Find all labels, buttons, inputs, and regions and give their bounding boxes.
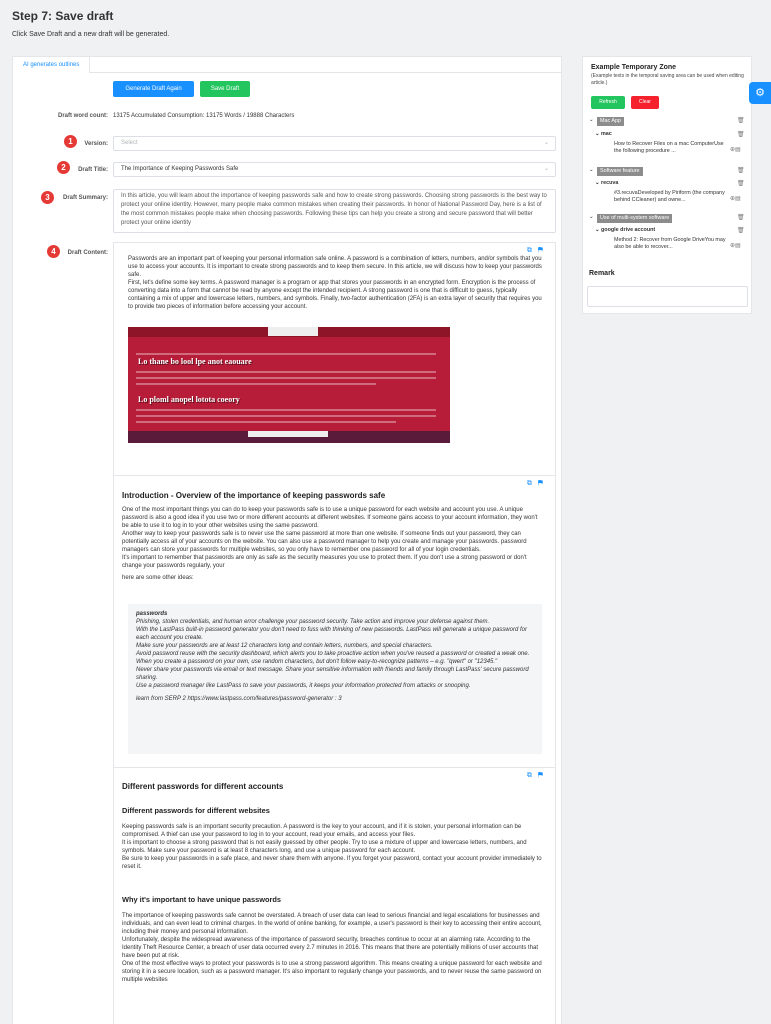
bookmark-icon[interactable]: ⚑ — [537, 772, 549, 779]
bookmark-icon[interactable]: ⚑ — [537, 247, 549, 254]
group-tag[interactable]: Mac App — [597, 117, 624, 126]
title-select[interactable] — [113, 162, 556, 177]
title-value: The Importance of Keeping Passwords Safe — [121, 166, 239, 172]
trash-icon[interactable]: 🗑 — [737, 118, 745, 124]
quote-line: Make sure your passwords are at least 12 characters long and contain letters, numbers, and special characters. — [136, 643, 433, 649]
content-block-1 — [114, 243, 555, 476]
group-child[interactable]: ⌄ google drive account — [595, 227, 656, 233]
draft-content[interactable] — [113, 242, 556, 1024]
clear-button[interactable]: Clear — [631, 96, 659, 109]
quote-title: passwords — [136, 611, 168, 617]
remark-label: Remark — [589, 270, 615, 277]
marker-1: 1 — [64, 135, 77, 148]
subsection-heading: Why it's important to have unique passwords — [122, 895, 282, 904]
version-label: Version: — [84, 141, 108, 147]
block-3a-text — [122, 823, 544, 871]
refresh-button[interactable]: Refresh — [591, 96, 625, 109]
word-count-label: Draft word count: — [58, 113, 108, 119]
bookmark-icon[interactable]: ⚑ — [537, 480, 549, 487]
summary-textarea[interactable]: In this article, you will learn about the importance of keeping passwords safe and how to create strong passwords. Choosing strong passwords is the best way to protect your online identity. However, many people make common mistakes when creating their passwords. In honor of National Password Day, here is a list of the most common mistakes people make when choosing passwords. Following these tips can help you create a strong and secure password that will better protect your online identity — [113, 189, 556, 233]
paragraph: It's important to remember that passwords are only as safe as the security measures you use to protect them. If you don't use a strong password or don't change your passwords regularly, your — [122, 555, 527, 569]
group-child[interactable]: ⌄ mac — [595, 131, 612, 137]
settings-icon[interactable]: ⚙ — [749, 82, 771, 104]
save-draft-button[interactable]: Save Draft — [200, 81, 250, 97]
subsection-heading: Different passwords for different websites — [122, 806, 270, 815]
word-count-value: 13175 Accumulated Consumption: 13175 Words / 19888 Characters — [113, 113, 295, 119]
quote-line: With the LastPass built-in password generator you don't need to fuss with thinking of new passwords. LastPass will generate a unique password for each account you create. — [136, 627, 527, 641]
group-item-text[interactable]: #3.recuvaDeveloped by Piriform (the company behind CCleaner) and owne... — [614, 190, 725, 203]
paragraph: Passwords are an important part of keeping your personal information safe online. A password is a combination of letters, numbers, and/or symbols that you use to access your accounts. It is important to create strong passwords and to keep them secure. In this article, we will discuss how to keep your passwords safe. — [128, 256, 542, 278]
paragraph: Be sure to keep your passwords in a safe place, and never share them with anyone. If you forget your password, contact your account provider immediately to reset it. — [122, 856, 542, 870]
insert-icon[interactable]: ⊕▤ — [730, 243, 741, 249]
group-child[interactable]: ⌄ recuva — [595, 180, 619, 186]
group-tag[interactable]: Use of multi-system software — [597, 214, 672, 223]
insert-icon[interactable]: ⊕▤ — [730, 196, 741, 202]
paragraph: here are some other ideas: — [122, 575, 194, 581]
content-block-3 — [114, 768, 555, 1024]
copy-icon[interactable]: ⧉ — [526, 480, 538, 487]
title-label: Draft Title: — [78, 167, 108, 173]
image-headline-1: Lo thane bo lool lpe anot eaouare — [138, 357, 252, 366]
trash-icon[interactable]: 🗑 — [737, 181, 745, 187]
image-headline-2: Lo ploml anopel lotota coeory — [138, 395, 240, 404]
section-heading: Introduction - Overview of the importance of keeping passwords safe — [122, 491, 386, 500]
temporary-zone-subtitle: (Example texts in the temporal saving area can be used when editing article.) — [591, 73, 744, 86]
copy-icon[interactable]: ⧉ — [526, 772, 538, 779]
trash-icon[interactable]: 🗑 — [737, 215, 745, 221]
quote-source: learn from SERP 2 https://www.lastpass.com/features/password-generator : 3 — [136, 696, 342, 702]
block-2-text — [122, 506, 544, 582]
group-child-label: google drive account — [601, 227, 656, 233]
content-block-2 — [114, 476, 555, 768]
group-child-label: mac — [601, 131, 612, 137]
generate-again-button[interactable]: Generate Draft Again — [113, 81, 194, 97]
temporary-zone-panel — [582, 56, 752, 314]
trash-icon[interactable]: 🗑 — [737, 168, 745, 174]
temporary-zone-title: Example Temporary Zone — [591, 64, 677, 71]
paragraph: Another way to keep your passwords safe is to never use the same password at more than one website. If someone finds out your password, they can potentially access all of your accounts on the website. You can also use a password manager to help you create and manage your passwords. password managers can store your passwords for multiple websites, so you only have to remember one password for all of your login credentials. — [122, 531, 527, 553]
tab-ai-outlines[interactable]: AI generates outlines — [13, 57, 90, 73]
remark-input[interactable] — [587, 286, 748, 307]
block-3b-text — [122, 912, 544, 984]
quote-line: Avoid password reuse with the security dashboard, which alerts you to take proactive action when you've reused a password or created a weak one. — [136, 651, 530, 657]
quote-line: When you create a password on your own, use random characters, but don't follow easy-to-recognize patterns – e.g. "qwert" or "12345." — [136, 659, 498, 665]
collapse-icon[interactable]: ⌄ — [589, 167, 594, 173]
step-subtitle: Click Save Draft and a new draft will be generated. — [12, 31, 170, 38]
collapse-icon[interactable]: ⌄ — [589, 117, 594, 123]
marker-3: 3 — [41, 191, 54, 204]
paragraph: One of the most effective ways to protect your passwords is to use a strong password algorithm. This means creating a unique password for each website and storing it in a secure location, such as a password manager. It's also important to regularly change your passwords, and to never reuse the same password on multiple websites — [122, 961, 542, 983]
block-1-text — [128, 255, 542, 311]
group-item-text[interactable]: Method 2: Recover from Google DriveYou may also be able to recover... — [614, 237, 726, 250]
quote-line: Phishing, stolen credentials, and human error challenge your password security. Take action and improve your defense against them. — [136, 619, 490, 625]
trash-icon[interactable]: 🗑 — [737, 132, 745, 138]
article-image — [128, 327, 450, 443]
main-panel — [12, 56, 562, 1024]
quote-line: Use a password manager like LastPass to save your passwords, it keeps your information protected from attacks or snooping. — [136, 683, 471, 689]
trash-icon[interactable]: 🗑 — [737, 228, 745, 234]
group-child-label: recuva — [601, 180, 619, 186]
paragraph: Keeping passwords safe is an important security precaution. A password is the key to your account, and if it is stolen, your personal information can be compromised. A thief can use your password to log in to your account, read your emails, and access your files. — [122, 824, 522, 838]
content-label: Draft Content: — [67, 250, 108, 256]
copy-icon[interactable]: ⧉ — [526, 247, 538, 254]
paragraph: Unfortunately, despite the widespread awareness of the importance of password security, breaches continue to occur at an alarming rate. According to the Identity Theft Resource Center, a breach of user data occurred every 2.7 minutes in 2016. This means that there are potentially millions of user accounts that have been put at risk. — [122, 937, 539, 959]
marker-4: 4 — [47, 245, 60, 258]
quote-line: Never share your passwords via email or text message. Share your sensitive information with friends and family through LastPass' secure password sharing. — [136, 667, 529, 681]
section-heading: Different passwords for different accounts — [122, 782, 284, 791]
group-item-text[interactable]: How to Recover Files on a mac ComputerUse the following procedure ... — [614, 141, 724, 154]
paragraph: It is important to choose a strong password that is not easily guessed by other people. Try to use a mixture of upper and lowercase letters, numbers, and symbols. Make sure your password is at least 8 characters long, and use a unique password for each account. — [122, 840, 527, 854]
chevron-down-icon: ⌄ — [543, 166, 549, 172]
chevron-down-icon: ⌄ — [543, 140, 549, 146]
step-title: Step 7: Save draft — [12, 9, 114, 23]
version-select[interactable] — [113, 136, 556, 151]
paragraph: The importance of keeping passwords safe cannot be overstated. A breach of user data can lead to serious financial and legal escalations for businesses and individuals, and can even lead to criminal charges. In the world of online banking, for example, a user's password is their key to accessing their entire account, including their money and personal information. — [122, 913, 542, 935]
serp-quote — [128, 604, 542, 754]
version-placeholder: Select — [121, 140, 138, 146]
insert-icon[interactable]: ⊕▤ — [730, 147, 741, 153]
group-tag[interactable]: Software feature — [597, 167, 643, 176]
summary-label: Draft Summary: — [62, 195, 108, 201]
paragraph: First, let's define some key terms. A password manager is a program or app that stores your passwords in an encrypted form. Encryption is the process of converting data into a form that cannot be read by anyone except the intended recipient. A strong password is one that is difficult to guess, typically containing a mix of upper and lowercase letters, numbers, and symbols. Finally, two-factor authentication (2FA) is an extra layer of security that requires you to provide two pieces of information before accessing your account. — [128, 280, 542, 310]
paragraph: One of the most important things you can do to keep your passwords safe is to use a unique password for each website and account you use. A unique password is also a good idea if you use two or more different accounts at different websites. If someone gains access to your account information, they won't be able to use it to log in to your other websites using the same password. — [122, 507, 538, 529]
tab-bar — [13, 57, 561, 73]
marker-2: 2 — [57, 161, 70, 174]
collapse-icon[interactable]: ⌄ — [589, 214, 594, 220]
